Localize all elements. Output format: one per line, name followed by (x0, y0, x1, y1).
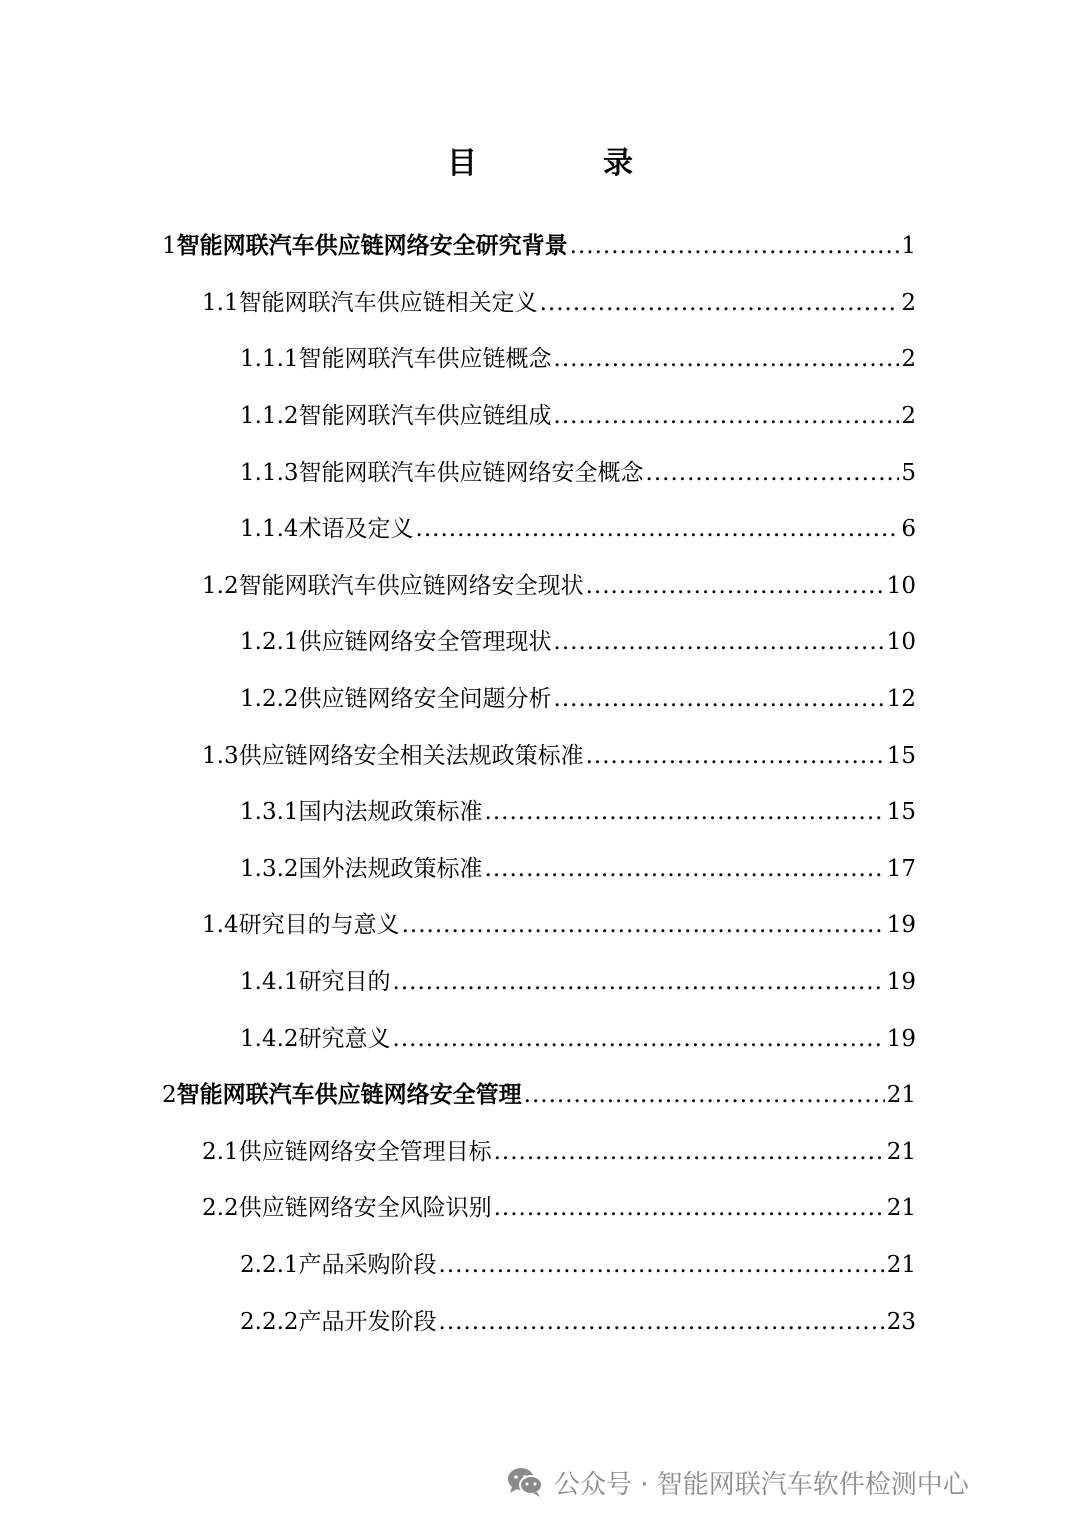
toc-dot-leader (586, 728, 885, 784)
toc-entry[interactable] (0, 614, 916, 671)
toc-entry[interactable] (0, 841, 916, 898)
toc-entry-page: 10 (886, 629, 916, 656)
toc-entry-page: 19 (886, 969, 916, 996)
toc-dot-leader (646, 445, 900, 501)
toc-entry[interactable] (0, 218, 916, 275)
toc-entry-page: 2 (901, 403, 916, 430)
toc-entry[interactable] (0, 275, 916, 332)
toc-entry-number: 2.2.1 (240, 1251, 299, 1278)
toc-dot-leader (524, 1067, 885, 1123)
toc-entry-title: 智能网联汽车供应链网络安全现状 (238, 572, 584, 599)
toc-entry-number: 1.3.1 (240, 799, 299, 826)
toc-entry[interactable] (0, 501, 916, 558)
toc-entry-number: 1.1.1 (240, 346, 299, 373)
toc-entry-title: 研究目的 (298, 969, 391, 996)
toc-entry-page: 21 (886, 1251, 916, 1278)
toc-entry-number: 2.2 (202, 1195, 239, 1222)
wechat-icon (506, 1466, 544, 1498)
toc-entry-title: 供应链网络安全风险识别 (238, 1195, 492, 1222)
toc-entry-page: 5 (901, 459, 916, 486)
toc-dot-leader (554, 388, 900, 444)
toc-dot-leader (485, 784, 885, 840)
toc-entry[interactable] (0, 1067, 916, 1124)
toc-entry-page: 23 (886, 1308, 916, 1335)
toc-entry[interactable] (0, 897, 916, 954)
toc-entry-number: 2.1 (202, 1138, 239, 1165)
toc-entry-page: 19 (886, 912, 916, 939)
toc-dot-leader (402, 897, 885, 953)
toc-dot-leader (494, 1180, 885, 1236)
toc-entry-title: 智能网联汽车供应链相关定义 (238, 289, 538, 316)
toc-entry-page: 17 (886, 855, 916, 882)
toc-entry-page: 10 (886, 572, 916, 599)
toc-dot-leader (554, 331, 900, 387)
toc-entry-number: 1.4.2 (240, 1025, 299, 1052)
toc-entry-title: 国内法规政策标准 (298, 799, 483, 826)
toc-dot-leader (485, 841, 885, 897)
page-title: 目 录 (447, 146, 681, 181)
toc-entry-title: 智能网联汽车供应链概念 (298, 346, 552, 373)
toc-entry-title: 术语及定义 (298, 516, 414, 543)
toc-entry-number: 1.3.2 (240, 855, 299, 882)
watermark (506, 1462, 969, 1502)
toc-entry-title: 智能网联汽车供应链网络安全管理 (176, 1082, 522, 1109)
toc-dot-leader (554, 671, 885, 727)
toc-entry[interactable] (0, 331, 916, 388)
toc-entry[interactable] (0, 671, 916, 728)
toc-entry-number: 1.1.4 (240, 516, 299, 543)
toc-entry-title: 供应链网络安全问题分析 (298, 686, 552, 713)
toc-entry-number: 2.2.2 (240, 1308, 299, 1335)
toc-entry-number: 1.1.2 (240, 403, 299, 430)
toc-entry-number: 1.4.1 (240, 969, 299, 996)
toc-dot-leader (393, 1011, 885, 1067)
toc-entry[interactable] (0, 1124, 916, 1181)
toc-entry-page: 2 (901, 289, 916, 316)
toc-entry-page: 21 (886, 1082, 916, 1109)
toc-dot-leader (586, 558, 885, 614)
toc-entry-number: 1 (162, 233, 177, 260)
toc-entry-page: 6 (901, 516, 916, 543)
toc-entry-number: 1.2.1 (240, 629, 299, 656)
toc-entry[interactable] (0, 954, 916, 1011)
toc-entry[interactable] (0, 784, 916, 841)
toc-entry-title: 供应链网络安全管理现状 (298, 629, 552, 656)
toc-entry-title: 研究目的与意义 (238, 912, 400, 939)
toc-entry-title: 智能网联汽车供应链网络安全研究背景 (176, 233, 568, 260)
toc-entry-page: 2 (901, 346, 916, 373)
toc-entry-page: 1 (901, 233, 916, 260)
toc-entry-page: 21 (886, 1138, 916, 1165)
toc-entry-number: 1.2.2 (240, 686, 299, 713)
toc-dot-leader (494, 1124, 885, 1180)
toc-dot-leader (540, 275, 900, 331)
toc-entry[interactable] (0, 1180, 916, 1237)
toc-entry[interactable] (0, 388, 916, 445)
toc-entry-number: 1.2 (202, 572, 239, 599)
toc-entry-number: 2 (162, 1082, 177, 1109)
toc-entry[interactable] (0, 727, 916, 784)
toc-entry-page: 15 (886, 742, 916, 769)
toc-entry-title: 智能网联汽车供应链组成 (298, 403, 552, 430)
toc-dot-leader (439, 1294, 885, 1350)
toc-entry-title: 产品开发阶段 (298, 1308, 437, 1335)
toc-entry-page: 12 (886, 686, 916, 713)
toc-entry-number: 1.1.3 (240, 459, 299, 486)
toc-dot-leader (393, 954, 885, 1010)
toc-entry-title: 国外法规政策标准 (298, 855, 483, 882)
toc-entry[interactable] (0, 444, 916, 501)
toc-dot-leader (416, 501, 900, 557)
toc-entry-number: 1.1 (202, 289, 239, 316)
toc-entry-page: 21 (886, 1195, 916, 1222)
toc-entry-page: 15 (886, 799, 916, 826)
toc-dot-leader (570, 218, 900, 274)
table-of-contents (0, 218, 1080, 1350)
toc-entry[interactable] (0, 1237, 916, 1294)
toc-dot-leader (554, 614, 885, 670)
toc-entry[interactable] (0, 1293, 916, 1350)
toc-entry-page: 19 (886, 1025, 916, 1052)
toc-entry[interactable] (0, 558, 916, 615)
toc-entry-title: 产品采购阶段 (298, 1251, 437, 1278)
toc-entry-title: 供应链网络安全相关法规政策标准 (238, 742, 584, 769)
toc-entry-title: 供应链网络安全管理目标 (238, 1138, 492, 1165)
toc-entry-title: 研究意义 (298, 1025, 391, 1052)
watermark-text: 公众号 · 智能网联汽车软件检测中心 (554, 1469, 969, 1500)
toc-entry[interactable] (0, 1010, 916, 1067)
toc-entry-number: 1.4 (202, 912, 239, 939)
toc-entry-number: 1.3 (202, 742, 239, 769)
toc-dot-leader (439, 1237, 885, 1293)
toc-entry-title: 智能网联汽车供应链网络安全概念 (298, 459, 644, 486)
